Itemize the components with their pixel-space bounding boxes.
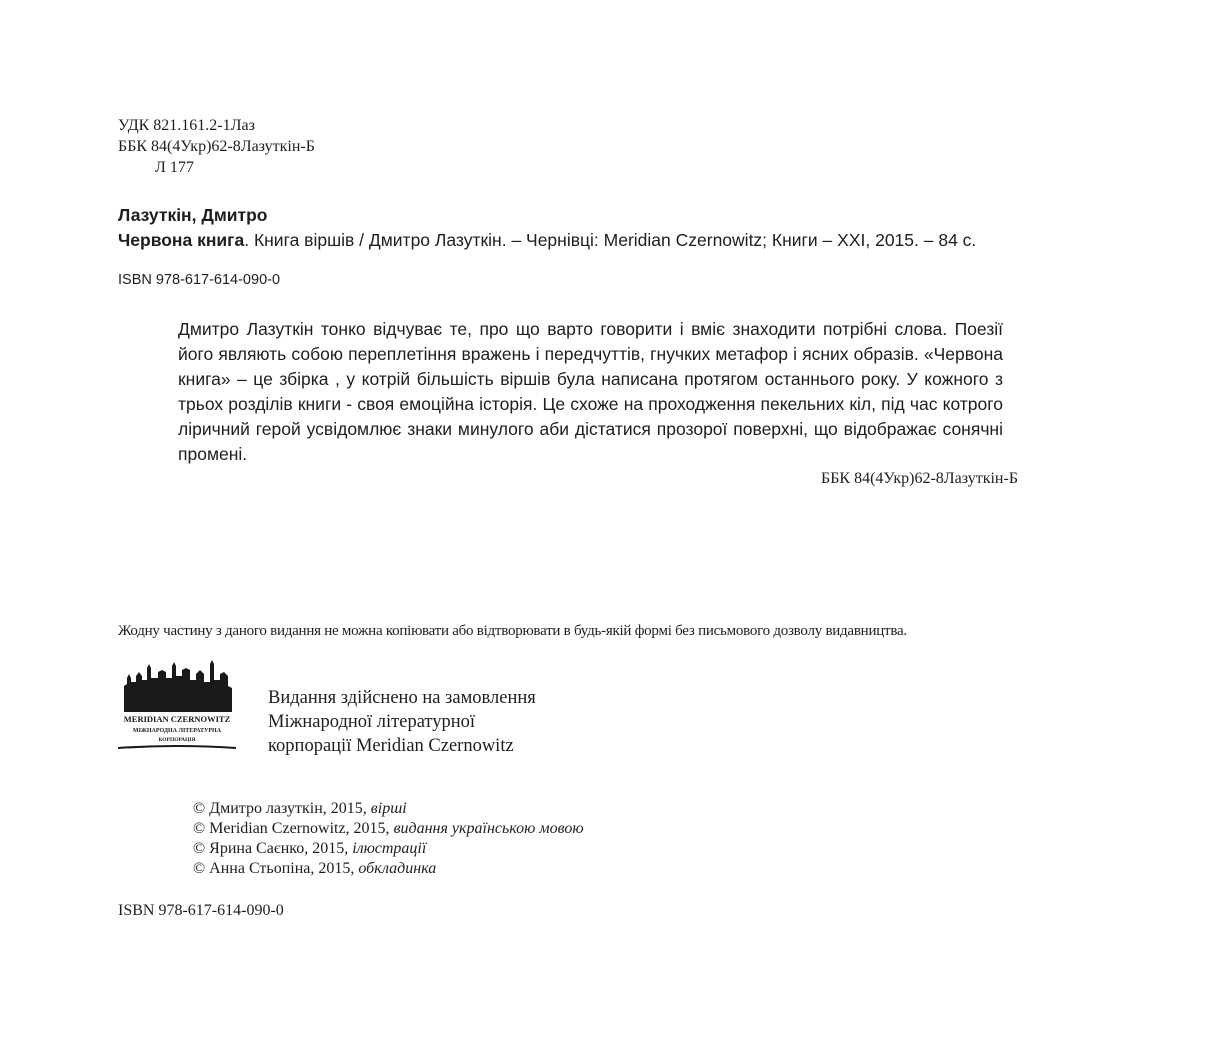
copyright-work: вірші [370, 800, 407, 817]
bibliographic-citation [118, 228, 976, 252]
copyright-list [193, 799, 584, 879]
copyright-work: видання українською мовою [393, 820, 584, 837]
classification-block [118, 115, 315, 178]
copyright-holder: © Ярина Саєнко, 2015, [193, 840, 353, 857]
order-note [268, 686, 536, 758]
isbn-top: ISBN 978-617-614-090-0 [118, 272, 281, 288]
logo-subtitle-2: КОРПОРАЦІЯ [158, 737, 196, 743]
copyright-line [193, 819, 584, 839]
abstract-bbk: ББК 84(4Укр)62-8Лазуткін-Б [821, 470, 1018, 487]
udk-code: УДК 821.161.2-1Лаз [118, 117, 255, 134]
copyright-holder: © Анна Стьопіна, 2015, [193, 860, 359, 877]
logo-title: MERIDIAN CZERNOWITZ [123, 714, 231, 724]
copyright-work: ілюстрації [352, 840, 427, 857]
abstract-paragraph: Дмитро Лазуткін тонко відчуває те, про що варто говорити і вміє знаходити потрібні слова. Поезії його являють собою переплетіння вражень і передчуттів, гнучких метафор і ясних образів. «Червона книга» – це збірка , у котрій більшість віршів була написана протягом останнього року. У кожного з трьох розділів книги - своя емоційна історія. Це схоже на проходження пекельних кіл, під час котрого ліричний герой усвідомлює знаки минулого аби дістатися прозорої поверхні, що відображає сонячні промені. [178, 319, 1003, 464]
book-title: Червона книга [118, 230, 245, 250]
bbk-code: ББК 84(4Укр)62-8Лазуткін-Б [118, 138, 315, 155]
copyright-holder: © Дмитро лазуткін, 2015, [193, 800, 371, 817]
copyright-line [193, 839, 584, 859]
citation-details: . Книга віршів / Дмитро Лазуткін. – Чернівці: Meridian Czernowitz; Книги – XXI, 2015. – 84 с. [244, 230, 977, 250]
copyright-work: обкладинка [358, 860, 437, 877]
author-mark: Л 177 [155, 159, 194, 176]
order-note-line: корпорації Meridian Czernowitz [268, 736, 514, 756]
copyright-line [193, 799, 584, 819]
isbn-bottom: ISBN 978-617-614-090-0 [118, 902, 284, 919]
order-note-line: Міжнародної літературної [268, 712, 476, 732]
logo-subtitle: МІЖНАРОДНА ЛІТЕРАТУРНА [132, 728, 222, 734]
publisher-logo [118, 660, 236, 755]
order-note-line: Видання здійснено на замовлення [268, 688, 536, 708]
city-skyline-icon [118, 660, 236, 755]
copyright-holder: © Meridian Czernowitz, 2015, [193, 820, 394, 837]
copyright-notice: Жодну частину з даного видання не можна копіювати або відтворювати в будь-якій формі без письмового дозволу видавництва. [118, 623, 907, 639]
author-name: Лазуткін, Дмитро [118, 205, 268, 225]
copyright-line [193, 859, 584, 879]
